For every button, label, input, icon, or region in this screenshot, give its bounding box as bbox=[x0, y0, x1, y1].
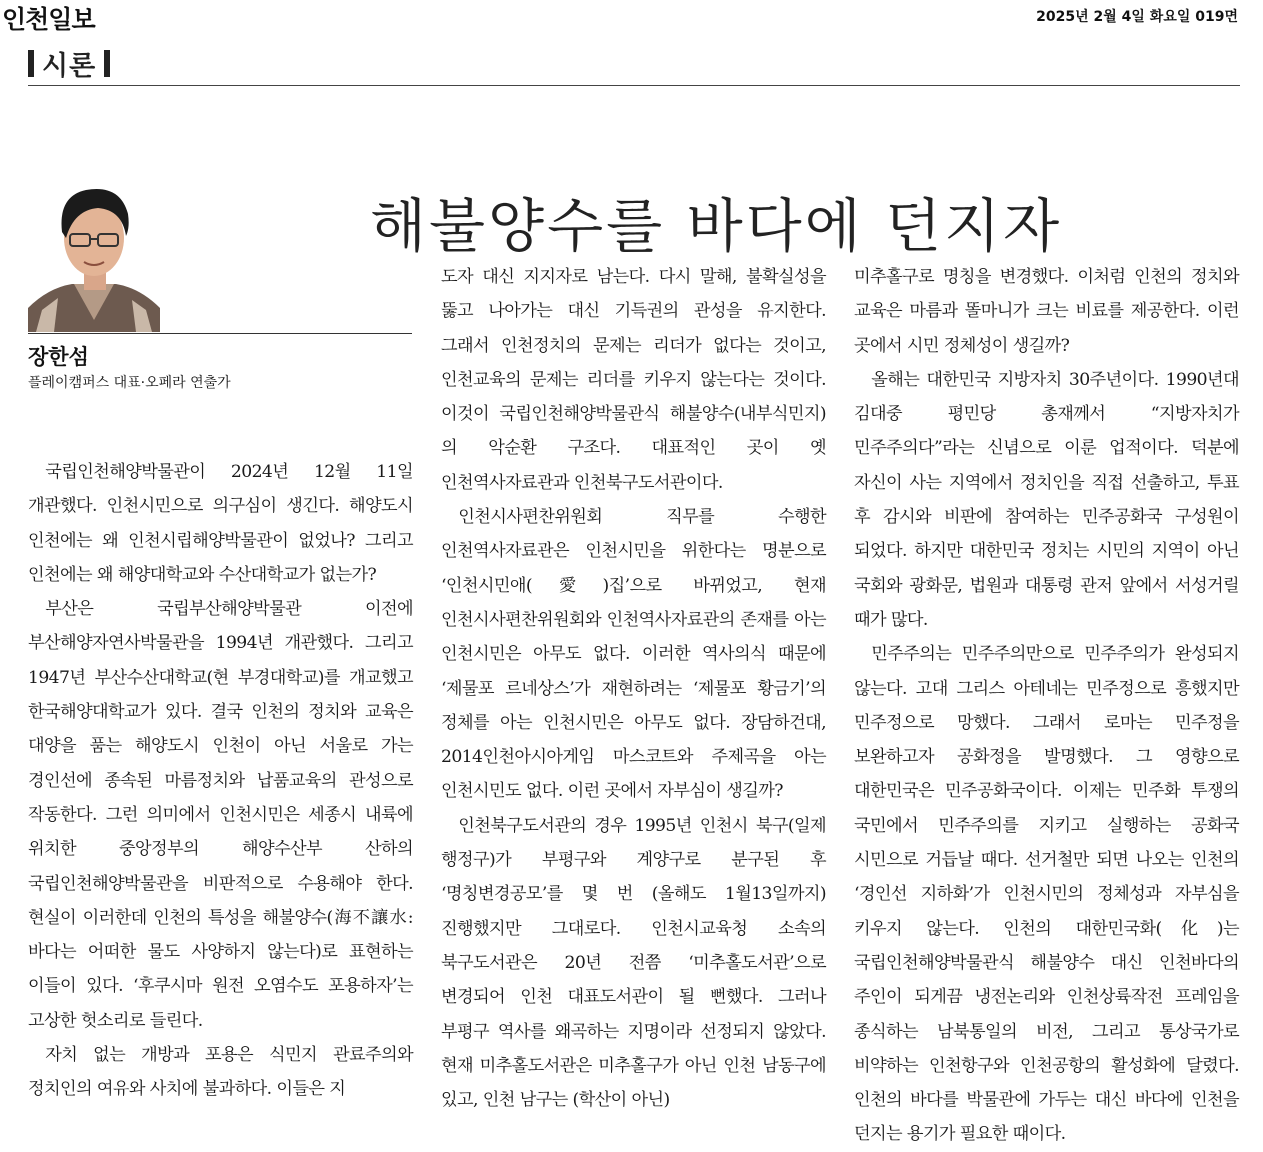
article-column-3 bbox=[854, 260, 1239, 1152]
byline-divider bbox=[28, 333, 412, 334]
section-title: 시론 bbox=[42, 51, 97, 82]
paragraph: 자치 없는 개방과 포용은 식민지 관료주의와 정치인의 여유와 사치에 불과하다. 이들은 지 bbox=[28, 1045, 413, 1100]
paragraph: 인천북구도서관의 경우 1995년 인천시 북구(일제 행정구)가 부평구와 계양구로 분구된 후 ‘명칭변경공모’를 몇 번 (올해도 1월13일까지) 진행했지만 그대로다. 인천시교육청 소속의 북구도서관은 20년 전쯤 ‘미추홀도서관’으로 변경되어 인천 대표도서관이 될 뻔했다. 그러나 부평구 역사를 왜곡하는 지명이라 선정되지 않았다. 현재 미추홀도서관은 미추홀구가 아닌 인천 남동구에 있고, 인천 남구는 (학산이 아닌) bbox=[441, 815, 826, 1111]
section-bar-left bbox=[28, 50, 34, 77]
paragraph: 미추홀구로 명칭을 변경했다. 이처럼 인천의 정치와 교육은 마름과 똘마니가 크는 비료를 제공한다. 이런 곳에서 시민 정체성이 생길까? bbox=[854, 267, 1239, 356]
paragraph: 민주주의는 민주주의만으로 민주주의가 완성되지 않는다. 고대 그리스 아테네는 민주정으로 흥했지만 민주정으로 망했다. 그래서 로마는 민주정을 보완하고자 공화정을 발명했다. 그 영향으로 대한민국은 민주공화국이다. 이제는 민주화 투쟁의 국민에서 민주주의를 지키고 실행하는 공화국 시민으로 거듭날 때다. 선거철만 되면 나오는 인천의 ‘경인선 지하화’가 인천시민의 정체성과 자부심을 키우지 않는다. 인천의 대한민국화(化)는 국립인천해양박물관식 해불양수 대신 인천바다의 주인이 되게끔 냉전논리와 인천상륙작전 프레임을 종식하는 남북통일의 비전, 그리고 통상국가로 비약하는 인천항구와 인천공항의 활성화에 달렸다. 인천의 바다를 박물관에 가두는 대신 바다에 인천을 던지는 용기가 필요한 때이다. bbox=[854, 644, 1239, 1145]
paragraph: 올해는 대한민국 지방자치 30주년이다. 1990년대 김대중 평민당 총재께서 “지방자치가 민주주의다”라는 신념으로 이룬 업적이다. 덕분에 자신이 사는 지역에서 정치인을 직접 선출하고, 투표 후 감시와 비판에 참여하는 민주공화국 구성원이 되었다. 하지만 대한민국 정치는 시민의 지역이 아닌 국회와 광화문, 법원과 대통령 관저 앞에서 서성거릴 때가 많다. bbox=[854, 369, 1239, 630]
paragraph: 도자 대신 지지자로 남는다. 다시 말해, 불확실성을 뚫고 나아가는 대신 기득권의 관성을 유지한다. 그래서 인천정치의 문제는 리더가 없다는 것이고, 인천교육의 문제는 리더를 키우지 않는다는 것이다. 이것이 국립인천해양박물관식 해불양수(내부식민지)의 악순환 구조다. 대표적인 곳이 옛 인천역사자료관과 인천북구도서관이다. bbox=[441, 267, 826, 493]
author-title: 플레이캠퍼스 대표·오페라 연출가 bbox=[28, 375, 231, 391]
paragraph: 국립인천해양박물관이 2024년 12월 11일 개관했다. 인천시민으로 의구심이 생긴다. 해양도시 인천에는 왜 인천시립해양박물관이 없었나? 그리고 인천에는 왜 해양대학교와 수산대학교가 없는가? bbox=[28, 462, 413, 585]
paragraph: 인천시사편찬위원회 직무를 수행한 인천역사자료관은 인천시민을 위한다는 명분으로 ‘인천시민애(愛)집’으로 바뀌었고, 현재 인천시사편찬위원회와 인천역사자료관의 존재를 아는 인천시민은 아무도 없다. 이러한 역사의식 때문에 ‘제물포 르네상스’가 재현하려는 ‘제물포 황금기’의 정체를 아는 인천시민은 아무도 없다. 장담하건대, 2014인천아시아게임 마스코트와 주제곡을 아는 인천시민도 없다. 이런 곳에서 자부심이 생길까? bbox=[441, 507, 826, 802]
publication-date: 2025년 2월 4일 화요일 019면 bbox=[1036, 9, 1238, 25]
newspaper-masthead: 인천일보 bbox=[2, 5, 95, 34]
section-bar-right bbox=[104, 50, 110, 77]
header-divider bbox=[28, 85, 1240, 86]
article-headline: 해불양수를 바다에 던지자 bbox=[370, 191, 1063, 260]
article-column-2 bbox=[441, 260, 826, 1117]
author-name: 장한섬 bbox=[28, 345, 89, 369]
paragraph: 부산은 국립부산해양박물관 이전에 부산해양자연사박물관을 1994년 개관했다. 그리고 1947년 부산수산대학교(현 부경대학교)를 개교했고 한국해양대학교가 있다. 결국 인천의 정치와 교육은 대양을 품는 해양도시 인천이 아닌 서울로 가는 경인선에 종속된 마름정치와 납품교육의 관성으로 작동한다. 그런 의미에서 인천시민은 세종시 내륙에 위치한 중앙정부의 해양수산부 산하의 국립인천해양박물관을 비판적으로 수용해야 한다. 현실이 이러한데 인천의 특성을 해불양수(海不讓水: 바다는 어떠한 물도 사양하지 않는다)로 표현하는 이들이 있다. ‘후쿠시마 원전 오염수도 포용하자’는 고상한 헛소리로 들린다. bbox=[28, 599, 413, 1031]
section-label bbox=[28, 44, 110, 83]
author-photo bbox=[28, 170, 160, 332]
article-column-1 bbox=[28, 455, 413, 1107]
